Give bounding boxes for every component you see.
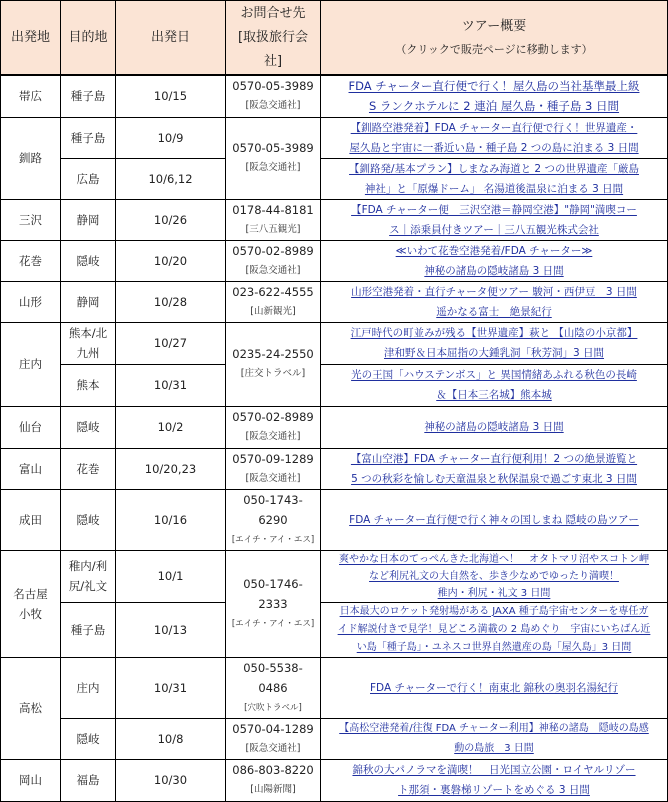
phone-number: 050-1743-6290 xyxy=(243,492,303,527)
agency-name: [阪急交通社] xyxy=(245,162,301,173)
destination-line: 稚内/利 xyxy=(68,559,108,573)
destination-cell: 熊本/北九州 xyxy=(61,322,116,364)
departure-cell: 庄内 xyxy=(1,322,61,406)
tour-cell xyxy=(321,281,668,322)
destination-cell xyxy=(61,550,116,602)
table-row xyxy=(1,489,668,550)
table-row xyxy=(1,550,668,602)
departure-cell xyxy=(1,550,61,657)
agency-name: [阪急交通社] xyxy=(245,431,301,442)
date-cell: 10/26 xyxy=(116,199,226,240)
departure-cell: 岡山 xyxy=(1,759,61,801)
tour-cell xyxy=(321,448,668,489)
header-summary xyxy=(321,1,668,76)
destination-line: 尻/礼文 xyxy=(68,579,108,593)
tour-link[interactable] xyxy=(324,241,664,281)
destination-cell: 熊本 xyxy=(61,364,116,406)
departure-cell: 富山 xyxy=(1,448,61,489)
agency-name: [山新観光] xyxy=(250,305,296,317)
departure-cell: 成田 xyxy=(1,489,61,550)
date-cell: 10/31 xyxy=(116,364,226,406)
phone-number: 0570-02-8989 xyxy=(232,243,314,258)
header-contact-line2: [取扱旅行会 xyxy=(237,29,309,45)
tour-cell xyxy=(321,158,668,199)
header-summary-note: （クリックで販売ページに移動します） xyxy=(395,42,593,56)
tour-link-line[interactable]: 動の島旅 3 日間 xyxy=(454,742,534,754)
departure-cell: 三沢 xyxy=(1,199,61,240)
tour-link-line[interactable]: 【釧路空港発着】FDA チャーター直行便で行く！世界遺産・ xyxy=(350,121,638,134)
destination-cell: 種子島 xyxy=(61,75,116,117)
tour-link-line[interactable]: 稚内・利尻・礼文 3 日間 xyxy=(437,587,551,599)
tour-link-line[interactable]: 神秘の諸島の隠岐諸島 3 日間 xyxy=(424,264,564,277)
tour-link-line[interactable]: 津和野＆日本屈指の大鍾乳洞「秋芳洞」3 日間 xyxy=(383,347,605,359)
contact-cell xyxy=(226,75,321,117)
agency-name: [エイチ・アイ・エス] xyxy=(231,534,315,545)
destination-cell: 種子島 xyxy=(61,602,116,657)
date-cell: 10/8 xyxy=(116,718,226,759)
agency-name: [阪急交通社] xyxy=(245,742,301,754)
tour-link-line[interactable]: 神秘の諸島の隠岐諸島 3 日間 xyxy=(424,421,564,433)
tour-cell xyxy=(321,489,668,550)
tour-link-line[interactable]: い島「種子島」・ユネスコ世界自然遺産の島「屋久島」3 日間 xyxy=(356,641,632,653)
tour-link-line[interactable]: ス｜添乗員付きツアー｜三八五観光株式会社 xyxy=(389,223,599,236)
contact-cell xyxy=(226,240,321,281)
header-contact-line3: 社] xyxy=(263,53,283,69)
contact-cell xyxy=(226,448,321,489)
tour-link[interactable] xyxy=(324,323,664,363)
table-row xyxy=(1,322,668,364)
destination-cell: 隠岐 xyxy=(61,489,116,550)
destination-cell: 花巻 xyxy=(61,448,116,489)
phone-number: 050-5538-0486 xyxy=(243,660,303,695)
contact-cell xyxy=(226,199,321,240)
table-row xyxy=(1,448,668,489)
destination-cell: 静岡 xyxy=(61,199,116,240)
table-row xyxy=(1,602,668,657)
agency-name: [庄交トラベル] xyxy=(240,368,306,379)
tour-cell xyxy=(321,75,668,117)
phone-number: 0570-05-3989 xyxy=(232,141,314,155)
tour-cell xyxy=(321,364,668,406)
tour-link-line[interactable]: 【釧路発/基本プラン】しまなみ海道と 2 つの世界遺産「厳島 xyxy=(349,162,639,175)
tour-cell xyxy=(321,718,668,759)
departure-line: 名古屋 xyxy=(13,586,48,601)
contact-cell xyxy=(226,657,321,718)
date-cell: 10/9 xyxy=(116,117,226,158)
table-row xyxy=(1,199,668,240)
tour-link-line[interactable]: 爽やかな日本のてっぺんきた北海道へ！ オタトマリ沼やスコトン岬 xyxy=(339,553,649,565)
date-cell: 10/20,23 xyxy=(116,448,226,489)
phone-number: 0570-05-3989 xyxy=(232,79,314,94)
table-row xyxy=(1,364,668,406)
table-row xyxy=(1,75,668,117)
tour-link[interactable] xyxy=(324,76,664,116)
phone-number: 0570-02-8989 xyxy=(232,410,314,424)
header-departure: 出発地 xyxy=(1,1,61,76)
tour-link[interactable] xyxy=(324,678,664,698)
departure-line: 小牧 xyxy=(19,606,42,621)
tour-link-line[interactable]: FDA チャーター直行便で行く！屋久島の当社基準最上級 xyxy=(348,79,640,94)
tour-link-line[interactable]: イド解説付きで見学！見どころ満載の 2 島めぐり 宇宙にいちばん近 xyxy=(337,623,651,635)
destination-cell: 隠岐 xyxy=(61,406,116,448)
tour-cell xyxy=(321,759,668,801)
departure-cell: 仙台 xyxy=(1,406,61,448)
tour-cell xyxy=(321,406,668,448)
tour-link[interactable] xyxy=(324,449,664,489)
destination-cell: 隠岐 xyxy=(61,718,116,759)
tour-cell xyxy=(321,602,668,657)
tour-link-line[interactable]: 遥かなる富士 絶景紀行 xyxy=(436,305,552,318)
tour-link[interactable] xyxy=(324,417,664,437)
table-row xyxy=(1,281,668,322)
tour-link-line[interactable]: 光の王国「ハウステンボス」と 異国情緒あふれる秋色の長崎 xyxy=(351,369,637,381)
destination-cell: 隠岐 xyxy=(61,240,116,281)
table-row xyxy=(1,759,668,801)
header-contact-line1: お問合せ先 xyxy=(240,5,306,21)
departure-cell: 釧路 xyxy=(1,117,61,199)
date-cell: 10/20 xyxy=(116,240,226,281)
tour-link[interactable] xyxy=(324,719,664,759)
tour-cell xyxy=(321,657,668,718)
phone-number: 0570-04-1289 xyxy=(232,721,314,736)
phone-number: 050-1746-2333 xyxy=(243,576,303,611)
table-row xyxy=(1,718,668,759)
destination-cell: 静岡 xyxy=(61,281,116,322)
tour-cell xyxy=(321,550,668,602)
date-cell: 10/16 xyxy=(116,489,226,550)
phone-number: 086-803-8220 xyxy=(232,763,314,777)
agency-name: [エイチ・アイ・エス] xyxy=(231,618,315,629)
tour-link-line[interactable]: 日本最大のロケット発射場がある JAXA 種子島宇宙センターを専任ガ xyxy=(339,605,649,617)
agency-name: [三八五観光] xyxy=(245,223,301,235)
tour-link-line[interactable]: FDA チャーター直行便で行く神々の国しまね 隠岐の島ツアー xyxy=(349,513,639,526)
table-row xyxy=(1,117,668,158)
contact-cell xyxy=(226,322,321,406)
tour-link[interactable] xyxy=(324,200,664,240)
tour-cell xyxy=(321,322,668,364)
tour-link-line[interactable]: 【富山空港】FDA チャーター直行便利用！2 つの絶景遊覧と xyxy=(350,452,638,465)
tour-link-line[interactable]: ＆【日本三名城】熊本城 xyxy=(436,389,552,401)
tour-link[interactable] xyxy=(324,118,664,158)
table-row xyxy=(1,657,668,718)
phone-number: 023-622-4555 xyxy=(232,284,314,299)
contact-cell xyxy=(226,718,321,759)
tour-link[interactable] xyxy=(324,551,664,602)
tour-cell xyxy=(321,240,668,281)
date-cell: 10/2 xyxy=(116,406,226,448)
contact-cell xyxy=(226,550,321,657)
departure-cell: 山形 xyxy=(1,281,61,322)
contact-cell xyxy=(226,406,321,448)
header-contact xyxy=(226,1,321,76)
header-summary-title: ツアー概要 xyxy=(461,18,527,34)
tour-link-line[interactable]: 【高松空港発着/往復 FDA チャーター利用】神秘の諸島 隠岐の島感 xyxy=(339,722,649,734)
tour-link-line[interactable]: 5 つの秋彩を愉しむ天童温泉と秋保温泉で過ごす東北 3 日間 xyxy=(351,472,637,485)
phone-number: 0178-44-8181 xyxy=(232,202,314,217)
table-header xyxy=(1,1,668,76)
date-cell: 10/27 xyxy=(116,322,226,364)
phone-number: 0235-24-2550 xyxy=(232,347,314,361)
tour-link[interactable] xyxy=(324,603,664,657)
tour-link-line[interactable]: ≪いわて花巻空港発着/FDA チャーター≫ xyxy=(395,244,593,257)
departure-cell: 帯広 xyxy=(1,75,61,117)
tour-link-line[interactable]: 山形空港発着・直行チャータ便ツアー 駿河・西伊豆 3 日間 xyxy=(351,285,637,298)
tour-link[interactable] xyxy=(324,510,664,530)
date-cell: 10/15 xyxy=(116,75,226,117)
tour-link[interactable] xyxy=(324,365,664,405)
agency-name: [山陽新聞] xyxy=(250,784,296,795)
contact-cell xyxy=(226,281,321,322)
contact-cell xyxy=(226,759,321,801)
tour-link[interactable] xyxy=(324,282,664,322)
tour-cell xyxy=(321,117,668,158)
table-row xyxy=(1,158,668,199)
agency-name: [阪急交通社] xyxy=(245,472,301,484)
tour-cell xyxy=(321,199,668,240)
tour-link-line[interactable]: S ランクホテルに 2 連泊 屋久島・種子島 3 日間 xyxy=(368,99,620,114)
departure-cell: 花巻 xyxy=(1,240,61,281)
date-cell: 10/28 xyxy=(116,281,226,322)
tour-link-line[interactable]: 神社」と「原爆ドーム」 名湯道後温泉に泊まる 3 日間 xyxy=(364,182,624,195)
header-destination: 目的地 xyxy=(61,1,116,76)
departure-cell: 高松 xyxy=(1,657,61,759)
tour-link-line[interactable]: など利尻礼文の大自然を、歩き少なめでゆったり満喫！ xyxy=(369,570,619,582)
tour-link-line[interactable]: 江戸時代の町並みが残る【世界遺産】萩と 【山陰の小京都】 xyxy=(350,327,638,339)
date-cell: 10/30 xyxy=(116,759,226,801)
date-cell: 10/1 xyxy=(116,550,226,602)
table-row xyxy=(1,240,668,281)
tour-link-line[interactable]: FDA チャーターで行く！南東北 錦秋の奥羽名湯紀行 xyxy=(370,681,618,694)
phone-number: 0570-09-1289 xyxy=(232,451,314,466)
destination-cell: 種子島 xyxy=(61,117,116,158)
tour-link-line[interactable]: 屋久島と宇宙に一番近い島・種子島 2 つの島に泊まる 3 日間 xyxy=(349,141,639,154)
agency-name: [阪急交通社] xyxy=(245,264,301,276)
tour-link-line[interactable]: ト那須・裏磐梯リゾートをめぐる 3 日間 xyxy=(398,784,590,796)
tour-link-line[interactable]: 【FDA チャーター便 三沢空港＝静岡空港】"静岡"満喫コー xyxy=(351,203,637,216)
agency-name: [穴吹トラベル] xyxy=(244,702,302,713)
agency-name: [阪急交通社] xyxy=(245,100,301,112)
tour-link[interactable] xyxy=(324,159,664,199)
contact-cell xyxy=(226,489,321,550)
tour-link[interactable] xyxy=(324,760,664,800)
table-row xyxy=(1,406,668,448)
date-cell: 10/31 xyxy=(116,657,226,718)
destination-cell: 福島 xyxy=(61,759,116,801)
date-cell: 10/6,12 xyxy=(116,158,226,199)
contact-cell xyxy=(226,117,321,199)
destination-cell: 庄内 xyxy=(61,657,116,718)
tour-link-line[interactable]: 錦秋の大パノラマを満喫！ 日光国立公園・ロイヤルリゾー xyxy=(352,764,636,776)
destination-cell: 広島 xyxy=(61,158,116,199)
date-cell: 10/13 xyxy=(116,602,226,657)
header-date: 出発日 xyxy=(116,1,226,76)
